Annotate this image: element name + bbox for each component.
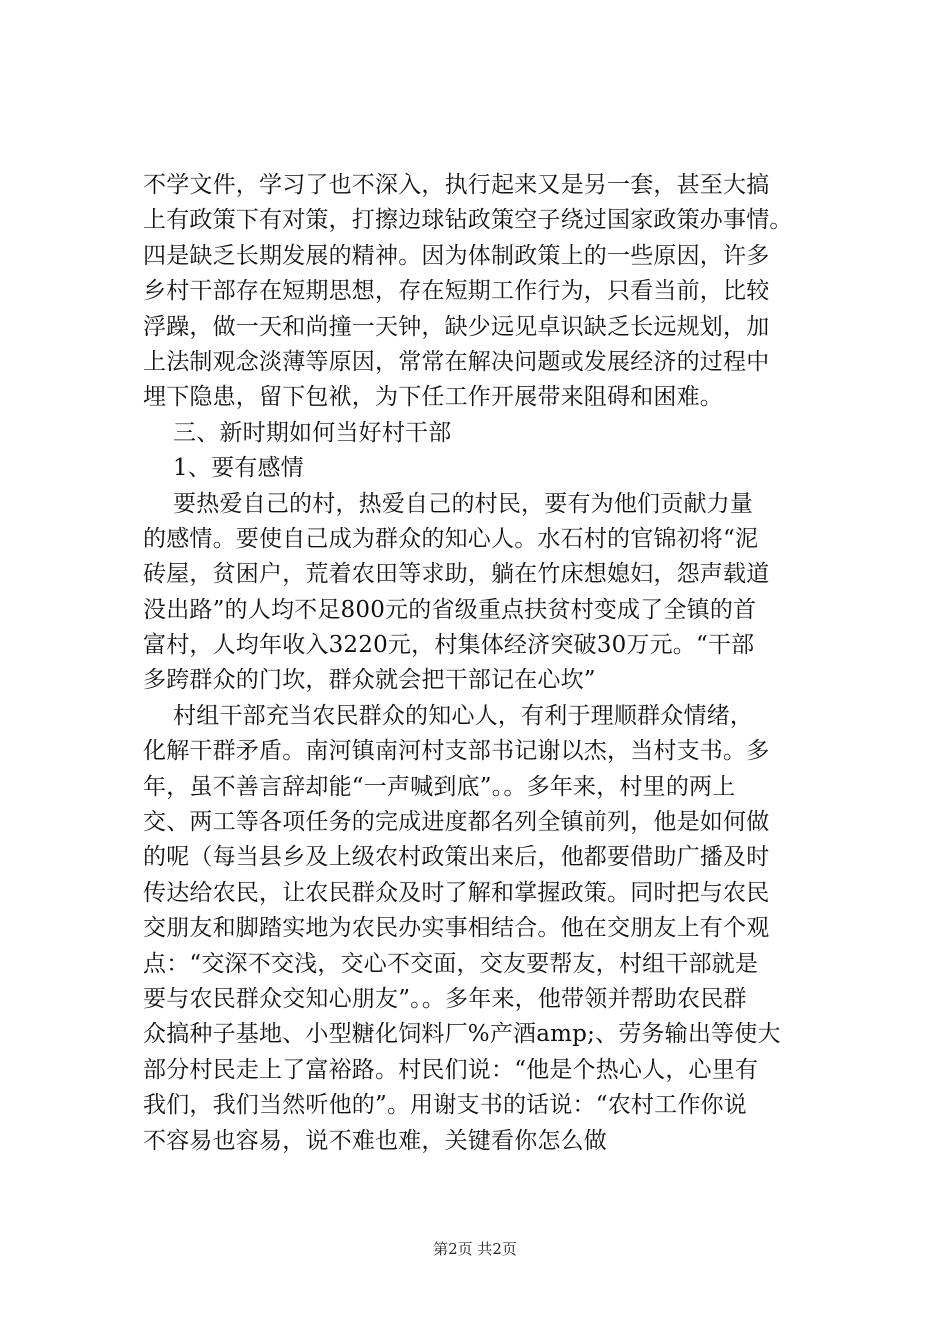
text-line: 乡村干部存在短期思想，存在短期工作行为，只看当前，比较 [143,278,770,305]
subsection-heading: 1、要有感情 [143,455,304,482]
text-line: 村组干部充当农民群众的知心人，有利于理顺群众情绪， [143,702,754,729]
text-line: 交、两工等各项任务的完成进度都名列全镇前列，他是如何做 [143,809,770,836]
text-line: 四是缺乏长期发展的精神。因为体制政策上的一些原因，许多 [143,242,770,269]
text-line: 要与农民群众交知心朋友”。。多年来，他带领并帮助农民群 [143,985,747,1012]
section-heading: 三、新时期如何当好村干部 [143,419,452,446]
text-line: 砖屋，贫困户，荒着农田等求助，躺在竹床想媳妇，怨声载道 [143,561,770,588]
text-line: 传达给农民，让农民群众及时了解和掌握政策。同时把与农民 [143,879,770,906]
text-line: 点：“交深不交浅，交心不交面，交友要帮友，村组干部就是 [143,950,759,977]
text-line: 我们，我们当然听他的”。用谢支书的话说：“农村工作你说 [143,1092,747,1119]
text-line: 上法制观念淡薄等原因，常常在解决问题或发展经济的过程中 [143,348,770,375]
text-line: 部分村民走上了富裕路。村民们说：“他是个热心人，心里有 [143,1056,759,1083]
text-line: 不学文件，学习了也不深入，执行起来又是另一套，甚至大搞 [143,172,770,198]
text-line: 的呢（每当县乡及上级农村政策出来后，他都要借助广播及时 [143,844,770,871]
text-line: 富村，人均年收入3220元，村集体经济突破30万元。“干部 [143,632,755,659]
text-line: 交朋友和脚踏实地为农民办实事相结合。他在交朋友上有个观 [143,915,770,942]
text-line: 众搞种子基地、小型糖化饲料厂%产酒amp;、劳务输出等使大 [143,1021,781,1048]
text-line: 要热爱自己的村，热爱自己的村民，要有为他们贡献力量 [143,490,754,517]
page-footer: 第2页 共2页 [433,1240,517,1258]
text-line: 年，虽不善言辞却能“一声喊到底”。。多年来，村里的两上 [143,773,736,800]
text-line: 上有政策下有对策，打擦边球钻政策空子绕过国家政策办事情。 [143,207,793,234]
text-line: 浮躁，做一天和尚撞一天钟，缺少远见卓识缺乏长远规划，加 [143,313,770,340]
text-line: 埋下隐患，留下包袱，为下任工作开展带来阻碍和困难。 [143,384,723,411]
text-line: 化解干群矛盾。南河镇南河村支部书记谢以杰，当村支书。多 [143,738,770,765]
text-line: 的感情。要使自己成为群众的知心人。水石村的官锦初将“泥 [143,525,759,552]
body-text [143,168,843,1159]
text-line: 不容易也容易，说不难也难，关键看你怎么做 [143,1127,607,1154]
text-line: 多跨群众的门坎，群众就会把干部记在心坎” [143,667,596,694]
text-line: 没出路”的人均不足800元的省级重点扶贫村变成了全镇的首 [143,596,757,623]
